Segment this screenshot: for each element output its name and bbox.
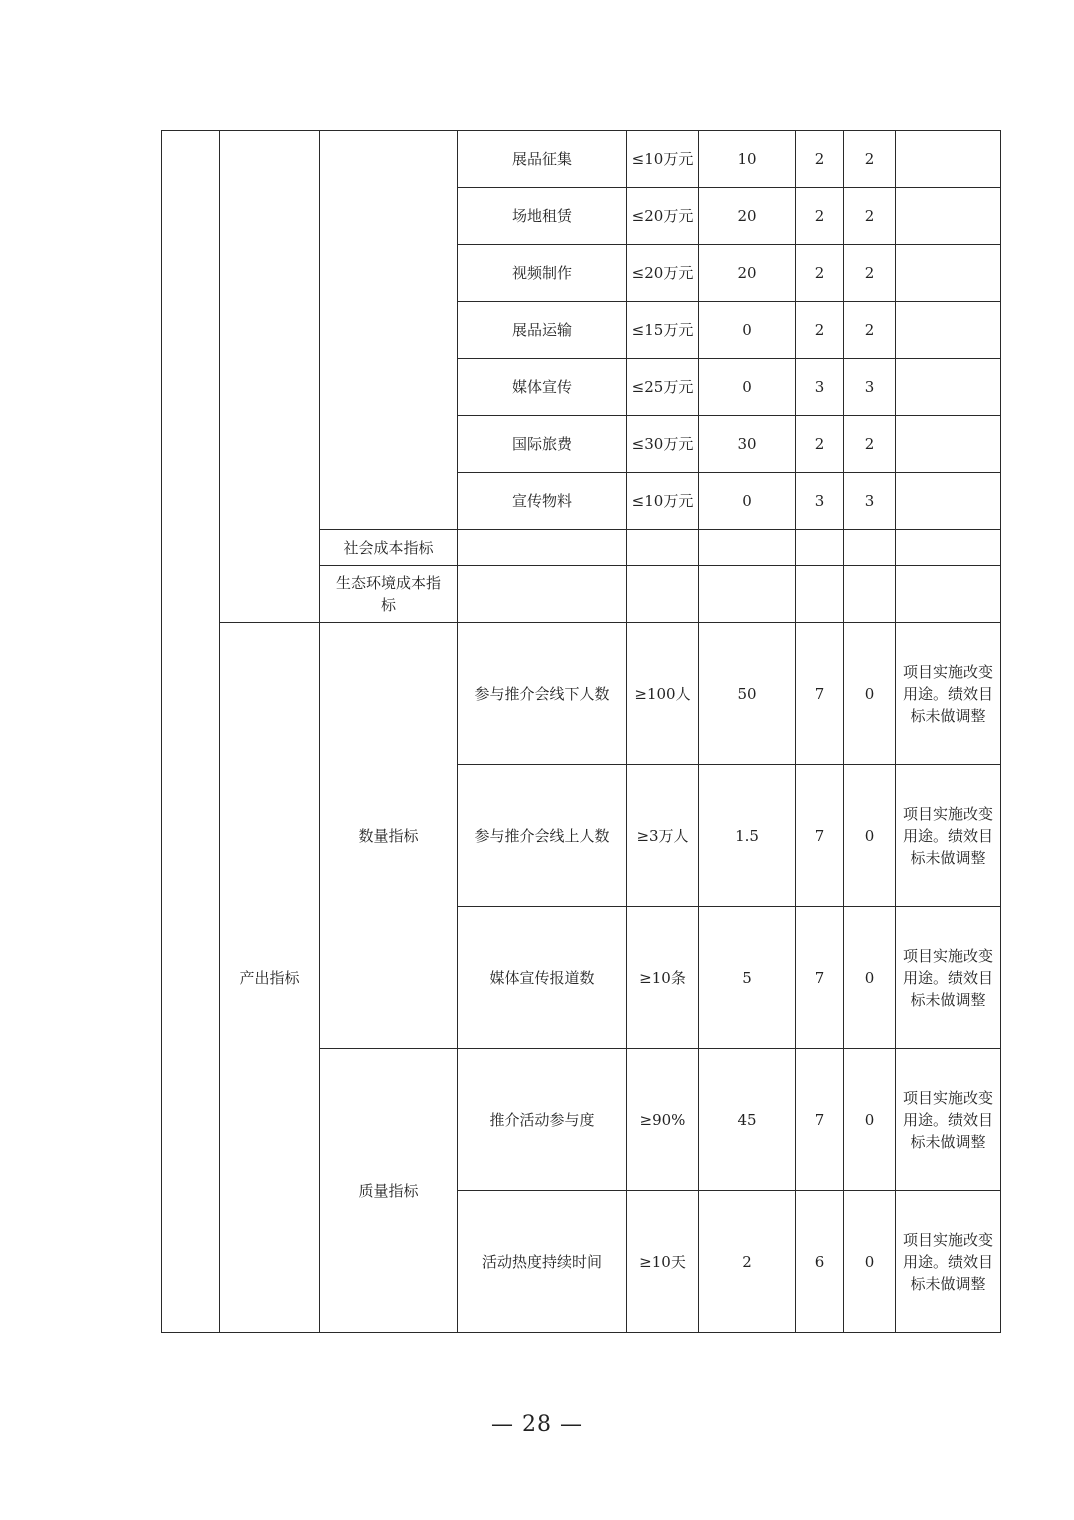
score-value: 2 xyxy=(844,245,896,302)
page-number: — 28 — xyxy=(491,1412,583,1437)
score-value: 3 xyxy=(844,473,896,530)
note-cell xyxy=(896,302,1001,359)
indicator-name: 媒体宣传 xyxy=(458,359,627,416)
score-value: 0 xyxy=(844,907,896,1049)
score-value: 2 xyxy=(844,416,896,473)
actual-value: 45 xyxy=(699,1049,796,1191)
note-cell xyxy=(896,245,1001,302)
note-cell xyxy=(896,416,1001,473)
weight-value: 7 xyxy=(796,623,844,765)
level3-cell xyxy=(320,131,458,530)
weight-value: 2 xyxy=(796,131,844,188)
indicator-name: 媒体宣传报道数 xyxy=(458,907,627,1049)
note-cell: 项目实施改变用途。绩效目标未做调整 xyxy=(896,765,1001,907)
level1-cell xyxy=(162,131,220,1333)
table-row xyxy=(162,623,1001,765)
weight-value: 2 xyxy=(796,188,844,245)
target-value: ≤10万元 xyxy=(627,131,699,188)
performance-table xyxy=(161,130,1001,1333)
indicator-name: 推介活动参与度 xyxy=(458,1049,627,1191)
score-value: 0 xyxy=(844,623,896,765)
weight-value: 3 xyxy=(796,473,844,530)
indicator-name: 国际旅费 xyxy=(458,416,627,473)
weight-value: 7 xyxy=(796,907,844,1049)
actual-value: 1.5 xyxy=(699,765,796,907)
indicator-name: 活动热度持续时间 xyxy=(458,1191,627,1333)
note-cell xyxy=(896,473,1001,530)
note-cell xyxy=(896,359,1001,416)
score-value: 2 xyxy=(844,188,896,245)
score-value: 0 xyxy=(844,765,896,907)
score-value: 0 xyxy=(844,1049,896,1191)
actual-value: 30 xyxy=(699,416,796,473)
actual-value: 0 xyxy=(699,302,796,359)
indicator-name: 参与推介会线上人数 xyxy=(458,765,627,907)
score-value: 2 xyxy=(844,302,896,359)
weight-value: 6 xyxy=(796,1191,844,1333)
level2-cell xyxy=(220,131,320,623)
target-value: ≤30万元 xyxy=(627,416,699,473)
actual-value: 0 xyxy=(699,473,796,530)
target-value: ≥10天 xyxy=(627,1191,699,1333)
note-cell xyxy=(896,131,1001,188)
weight-value: 7 xyxy=(796,765,844,907)
weight-value: 2 xyxy=(796,416,844,473)
weight-value: 2 xyxy=(796,245,844,302)
actual-value: 5 xyxy=(699,907,796,1049)
score-value: 0 xyxy=(844,1191,896,1333)
indicator-name: 场地租赁 xyxy=(458,188,627,245)
target-value: ≤10万元 xyxy=(627,473,699,530)
target-value: ≤20万元 xyxy=(627,245,699,302)
target-value: ≥100人 xyxy=(627,623,699,765)
indicator-name: 展品运输 xyxy=(458,302,627,359)
weight-value: 3 xyxy=(796,359,844,416)
target-value: ≥10条 xyxy=(627,907,699,1049)
target-value: ≤20万元 xyxy=(627,188,699,245)
table-row xyxy=(162,131,1001,188)
note-cell: 项目实施改变用途。绩效目标未做调整 xyxy=(896,1191,1001,1333)
score-value: 2 xyxy=(844,131,896,188)
note-cell: 项目实施改变用途。绩效目标未做调整 xyxy=(896,623,1001,765)
quantity-indicator-label: 数量指标 xyxy=(320,623,458,1049)
weight-value: 7 xyxy=(796,1049,844,1191)
indicator-name: 参与推介会线下人数 xyxy=(458,623,627,765)
target-value: ≥3万人 xyxy=(627,765,699,907)
note-cell: 项目实施改变用途。绩效目标未做调整 xyxy=(896,907,1001,1049)
target-value: ≥90% xyxy=(627,1049,699,1191)
actual-value: 0 xyxy=(699,359,796,416)
actual-value: 20 xyxy=(699,245,796,302)
indicator-name: 宣传物料 xyxy=(458,473,627,530)
weight-value: 2 xyxy=(796,302,844,359)
output-indicator-label: 产出指标 xyxy=(220,623,320,1333)
actual-value: 10 xyxy=(699,131,796,188)
actual-value: 20 xyxy=(699,188,796,245)
quality-indicator-label: 质量指标 xyxy=(320,1049,458,1333)
target-value: ≤25万元 xyxy=(627,359,699,416)
indicator-name: 展品征集 xyxy=(458,131,627,188)
social-cost-label: 社会成本指标 xyxy=(320,530,458,566)
eco-cost-label: 生态环境成本指标 xyxy=(320,566,458,623)
score-value: 3 xyxy=(844,359,896,416)
target-value: ≤15万元 xyxy=(627,302,699,359)
actual-value: 2 xyxy=(699,1191,796,1333)
note-cell: 项目实施改变用途。绩效目标未做调整 xyxy=(896,1049,1001,1191)
actual-value: 50 xyxy=(699,623,796,765)
indicator-name: 视频制作 xyxy=(458,245,627,302)
note-cell xyxy=(896,188,1001,245)
